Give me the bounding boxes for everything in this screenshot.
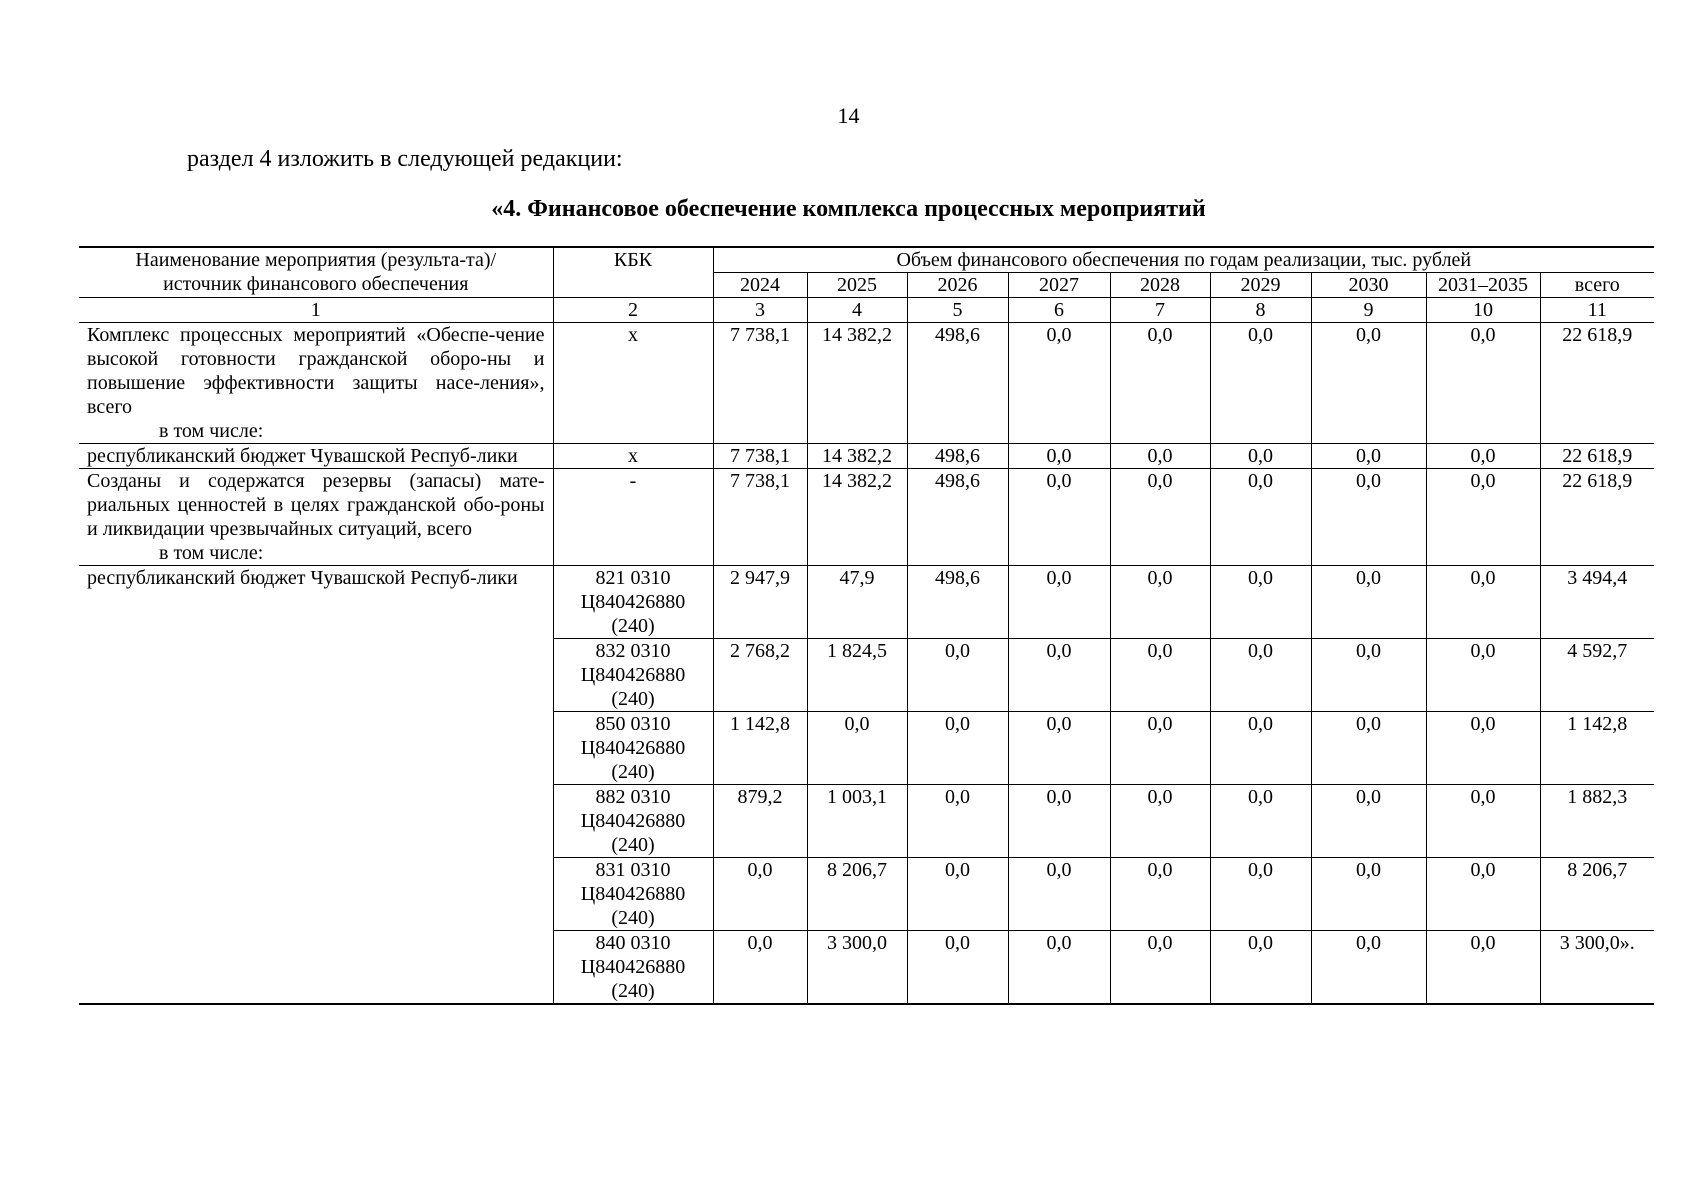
section-title: «4. Финансовое обеспечение комплекса процессных мероприятий <box>491 196 1206 222</box>
row-value: 0,0 <box>1311 712 1426 785</box>
kbk-line: Ц840426880 <box>580 591 686 613</box>
header-year: 2031–2035 <box>1426 273 1540 298</box>
table-row <box>79 469 1654 566</box>
row-value: 0,0 <box>1426 785 1540 858</box>
column-number: 3 <box>713 298 807 323</box>
row-value: 1 142,8 <box>713 712 807 785</box>
header-year: 2028 <box>1110 273 1210 298</box>
column-number: 7 <box>1110 298 1210 323</box>
row-value: 0,0 <box>1008 639 1110 712</box>
row-value: 1 824,5 <box>807 639 907 712</box>
row-value: 0,0 <box>1008 469 1110 566</box>
row-name-text: Комплекс процессных мероприятий «Обеспе-чение высокой готовности гражданской оборо-ны и повышение эффективности защиты насе-ления», всего <box>87 324 545 418</box>
row-value: 0,0 <box>1426 469 1540 566</box>
row-value: 0,0 <box>907 931 1008 1005</box>
row-name: республиканский бюджет Чувашской Респуб-лики <box>79 566 553 1005</box>
row-value: 0,0 <box>1311 931 1426 1005</box>
row-value: 0,0 <box>1311 323 1426 444</box>
kbk-line: Ц840426880 <box>580 664 686 686</box>
header-total: всего <box>1540 273 1654 298</box>
row-value: 0,0 <box>1311 469 1426 566</box>
row-value: 0,0 <box>1426 931 1540 1005</box>
row-value: 0,0 <box>1426 323 1540 444</box>
row-value: 0,0 <box>1426 566 1540 639</box>
row-value: 0,0 <box>1110 639 1210 712</box>
row-sub-label: в том числе: <box>159 542 264 564</box>
row-value: 0,0 <box>1426 712 1540 785</box>
row-value: 1 142,8 <box>1540 712 1654 785</box>
header-row-numbers <box>79 298 1654 323</box>
row-value: 0,0 <box>1311 639 1426 712</box>
row-value: 14 382,2 <box>807 469 907 566</box>
row-value: 3 300,0 <box>807 931 907 1005</box>
row-value: 22 618,9 <box>1540 323 1654 444</box>
kbk-line: 840 0310 <box>595 932 671 954</box>
intro-text: раздел 4 изложить в следующей редакции: <box>187 146 623 172</box>
header-year: 2029 <box>1210 273 1311 298</box>
kbk-line: Ц840426880 <box>580 810 686 832</box>
row-value: 22 618,9 <box>1540 469 1654 566</box>
row-value: 0,0 <box>1426 858 1540 931</box>
column-number: 11 <box>1540 298 1654 323</box>
kbk-line: 882 0310 <box>595 786 671 808</box>
row-value: 0,0 <box>807 712 907 785</box>
header-year: 2027 <box>1008 273 1110 298</box>
row-value: 498,6 <box>907 444 1008 469</box>
row-value: 0,0 <box>1210 444 1311 469</box>
row-kbk <box>553 785 713 858</box>
row-value: 0,0 <box>1311 566 1426 639</box>
row-sub-label: в том числе: <box>159 420 264 442</box>
row-value: 0,0 <box>1008 785 1110 858</box>
header-name <box>79 247 553 298</box>
row-value: 0,0 <box>907 858 1008 931</box>
header-year: 2025 <box>807 273 907 298</box>
row-value: 0,0 <box>1426 639 1540 712</box>
row-value: 0,0 <box>1311 785 1426 858</box>
row-value: 879,2 <box>713 785 807 858</box>
column-number: 2 <box>553 298 713 323</box>
row-value: 0,0 <box>1210 858 1311 931</box>
row-value: 0,0 <box>907 785 1008 858</box>
row-value: 8 206,7 <box>1540 858 1654 931</box>
column-number: 4 <box>807 298 907 323</box>
page-number: 14 <box>837 103 860 128</box>
row-value: 7 738,1 <box>713 323 807 444</box>
row-value: 0,0 <box>1210 469 1311 566</box>
row-value: 0,0 <box>1110 469 1210 566</box>
row-kbk <box>553 566 713 639</box>
row-value: 0,0 <box>1110 785 1210 858</box>
header-row-1 <box>79 247 1654 273</box>
row-value: 2 947,9 <box>713 566 807 639</box>
kbk-line: 832 0310 <box>595 640 671 662</box>
row-kbk <box>553 712 713 785</box>
row-kbk <box>553 639 713 712</box>
row-name <box>79 469 553 566</box>
row-value: 0,0 <box>1110 858 1210 931</box>
column-number: 6 <box>1008 298 1110 323</box>
row-name-text: Созданы и содержатся резервы (запасы) мате-риальных ценностей в целях гражданской обо-роны и ликвидации чрезвычайных ситуаций, всего <box>87 470 545 540</box>
row-value: 0,0 <box>1110 566 1210 639</box>
row-value: 0,0 <box>1110 712 1210 785</box>
kbk-line: (240) <box>611 907 655 929</box>
row-value: 498,6 <box>907 566 1008 639</box>
header-name-text: Наименование мероприятия (результа-та)/источник финансового обеспечения <box>135 249 497 295</box>
row-kbk: x <box>553 323 713 444</box>
kbk-line: (240) <box>611 761 655 783</box>
row-value: 0,0 <box>1110 931 1210 1005</box>
kbk-line: Ц840426880 <box>580 956 686 978</box>
row-value: 0,0 <box>1008 858 1110 931</box>
row-name-text: республиканский бюджет Чувашской Респуб-лики <box>87 445 518 467</box>
row-value: 0,0 <box>1426 444 1540 469</box>
row-value: 0,0 <box>1210 639 1311 712</box>
row-value: 3 300,0». <box>1540 931 1654 1005</box>
column-number: 8 <box>1210 298 1311 323</box>
row-value: 0,0 <box>1008 931 1110 1005</box>
row-kbk: x <box>553 444 713 469</box>
row-value: 47,9 <box>807 566 907 639</box>
row-value: 0,0 <box>1210 785 1311 858</box>
header-year: 2024 <box>713 273 807 298</box>
row-value: 0,0 <box>907 712 1008 785</box>
row-value: 498,6 <box>907 323 1008 444</box>
row-value: 1 882,3 <box>1540 785 1654 858</box>
header-year: 2030 <box>1311 273 1426 298</box>
row-value: 0,0 <box>1210 566 1311 639</box>
row-value: 22 618,9 <box>1540 444 1654 469</box>
kbk-line: (240) <box>611 834 655 856</box>
row-value: 3 494,4 <box>1540 566 1654 639</box>
row-value: 0,0 <box>1008 712 1110 785</box>
table-row <box>79 323 1654 444</box>
row-kbk: - <box>553 469 713 566</box>
row-value: 0,0 <box>713 931 807 1005</box>
financing-table <box>79 246 1654 1005</box>
row-value: 0,0 <box>1008 566 1110 639</box>
column-number: 5 <box>907 298 1008 323</box>
kbk-line: Ц840426880 <box>580 883 686 905</box>
row-value: 1 003,1 <box>807 785 907 858</box>
header-kbk: КБК <box>553 247 713 298</box>
row-value: 498,6 <box>907 469 1008 566</box>
row-name <box>79 444 553 469</box>
row-value: 14 382,2 <box>807 323 907 444</box>
table-row <box>79 444 1654 469</box>
row-value: 7 738,1 <box>713 444 807 469</box>
row-value: 0,0 <box>1008 323 1110 444</box>
row-value: 2 768,2 <box>713 639 807 712</box>
row-value: 0,0 <box>713 858 807 931</box>
row-value: 0,0 <box>1008 444 1110 469</box>
kbk-line: 850 0310 <box>595 713 671 735</box>
kbk-line: 831 0310 <box>595 859 671 881</box>
row-kbk <box>553 858 713 931</box>
table-row <box>79 566 1654 639</box>
row-value: 0,0 <box>1210 931 1311 1005</box>
row-value: 0,0 <box>1210 323 1311 444</box>
row-value: 0,0 <box>1311 444 1426 469</box>
header-volume: Объем финансового обеспечения по годам реализации, тыс. рублей <box>713 247 1654 273</box>
row-value: 0,0 <box>1210 712 1311 785</box>
row-value: 14 382,2 <box>807 444 907 469</box>
header-year: 2026 <box>907 273 1008 298</box>
row-kbk <box>553 931 713 1005</box>
row-value: 0,0 <box>1110 444 1210 469</box>
kbk-line: (240) <box>611 688 655 710</box>
kbk-line: (240) <box>611 615 655 637</box>
row-name <box>79 323 553 444</box>
kbk-line: 821 0310 <box>595 567 671 589</box>
column-number: 1 <box>79 298 553 323</box>
kbk-line: Ц840426880 <box>580 737 686 759</box>
row-value: 0,0 <box>1311 858 1426 931</box>
column-number: 10 <box>1426 298 1540 323</box>
row-value: 8 206,7 <box>807 858 907 931</box>
row-value: 0,0 <box>1110 323 1210 444</box>
row-value: 4 592,7 <box>1540 639 1654 712</box>
column-number: 9 <box>1311 298 1426 323</box>
row-value: 0,0 <box>907 639 1008 712</box>
row-value: 7 738,1 <box>713 469 807 566</box>
kbk-line: (240) <box>611 980 655 1002</box>
